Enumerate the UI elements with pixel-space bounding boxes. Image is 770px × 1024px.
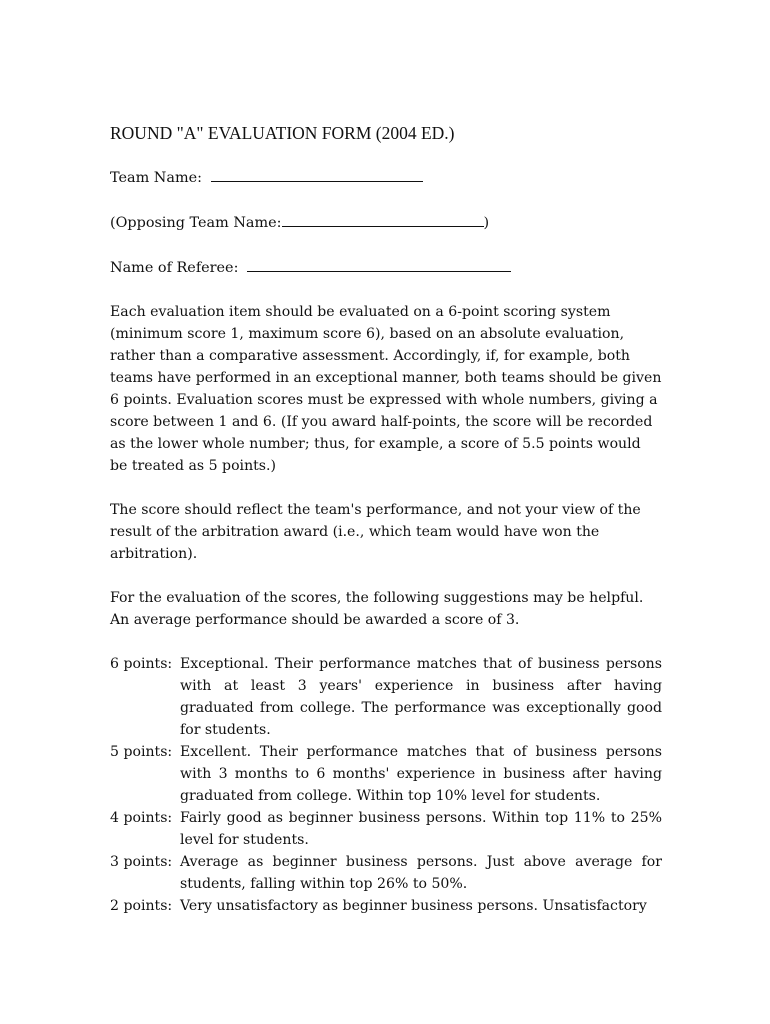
scale-description: Average as beginner business persons. Just above average for students, falling within top 26% to 50%. <box>180 854 662 892</box>
team-name-label: Team Name: <box>110 170 202 186</box>
scale-description: Excellent. Their performance matches that of business persons with 3 months to 6 months' experience in business after having graduated from college. Within top 10% level for students. <box>180 744 662 804</box>
scale-points-label: 4 points: <box>110 810 173 826</box>
performance-paragraph: The score should reflect the team's performance, and not your view of the result of the arbitration award (i.e., which team would have won the arbitration). <box>110 502 641 562</box>
evaluation-form-page <box>110 122 662 917</box>
team-name-field <box>110 166 662 189</box>
scoring-system-paragraph: Each evaluation item should be evaluated on a 6-point scoring system (minimum score 1, maximum score 6), based on an absolute evaluation, rather than a comparative assessment. Accordingly, if, for example, both teams have performed in an exceptional manner, both teams should be given 6 points. Evaluation scores must be expressed with whole numbers, giving a score between 1 and 6. (If you award half-points, the score will be recorded as the lower whole number; thus, for example, a score of 5.5 points would be treated as 5 points.) <box>110 304 662 474</box>
scale-points-label: 3 points: <box>110 854 173 870</box>
opposing-team-close: ) <box>483 215 490 231</box>
opposing-team-field <box>110 211 662 234</box>
referee-field <box>110 256 662 279</box>
scale-item-6 <box>110 653 662 741</box>
scale-item-3 <box>110 851 662 895</box>
suggestions-paragraph: For the evaluation of the scores, the following suggestions may be helpful. An average performance should be awarded a score of 3. <box>110 590 644 628</box>
opposing-team-blank[interactable] <box>282 211 484 227</box>
scale-description: Exceptional. Their performance matches that of business persons with at least 3 years' experience in business after having graduated from college. The performance was exceptionally good for students. <box>180 656 662 738</box>
scale-points-label: 2 points: <box>110 898 173 914</box>
scale-points-label: 5 points: <box>110 744 173 760</box>
scale-points-label: 6 points: <box>110 656 173 672</box>
score-scale-list <box>110 653 662 917</box>
team-name-blank[interactable] <box>211 166 423 182</box>
form-title: ROUND "A" EVALUATION FORM (2004 ED.) <box>110 123 455 143</box>
scale-description: Very unsatisfactory as beginner business persons. Unsatisfactory <box>180 898 647 914</box>
referee-blank[interactable] <box>247 256 511 272</box>
referee-label: Name of Referee: <box>110 260 239 276</box>
scale-description: Fairly good as beginner business persons. Within top 11% to 25% level for students. <box>180 810 662 848</box>
scale-item-2 <box>110 895 662 917</box>
scale-item-5 <box>110 741 662 807</box>
opposing-team-label: (Opposing Team Name: <box>110 215 282 231</box>
scale-item-4 <box>110 807 662 851</box>
